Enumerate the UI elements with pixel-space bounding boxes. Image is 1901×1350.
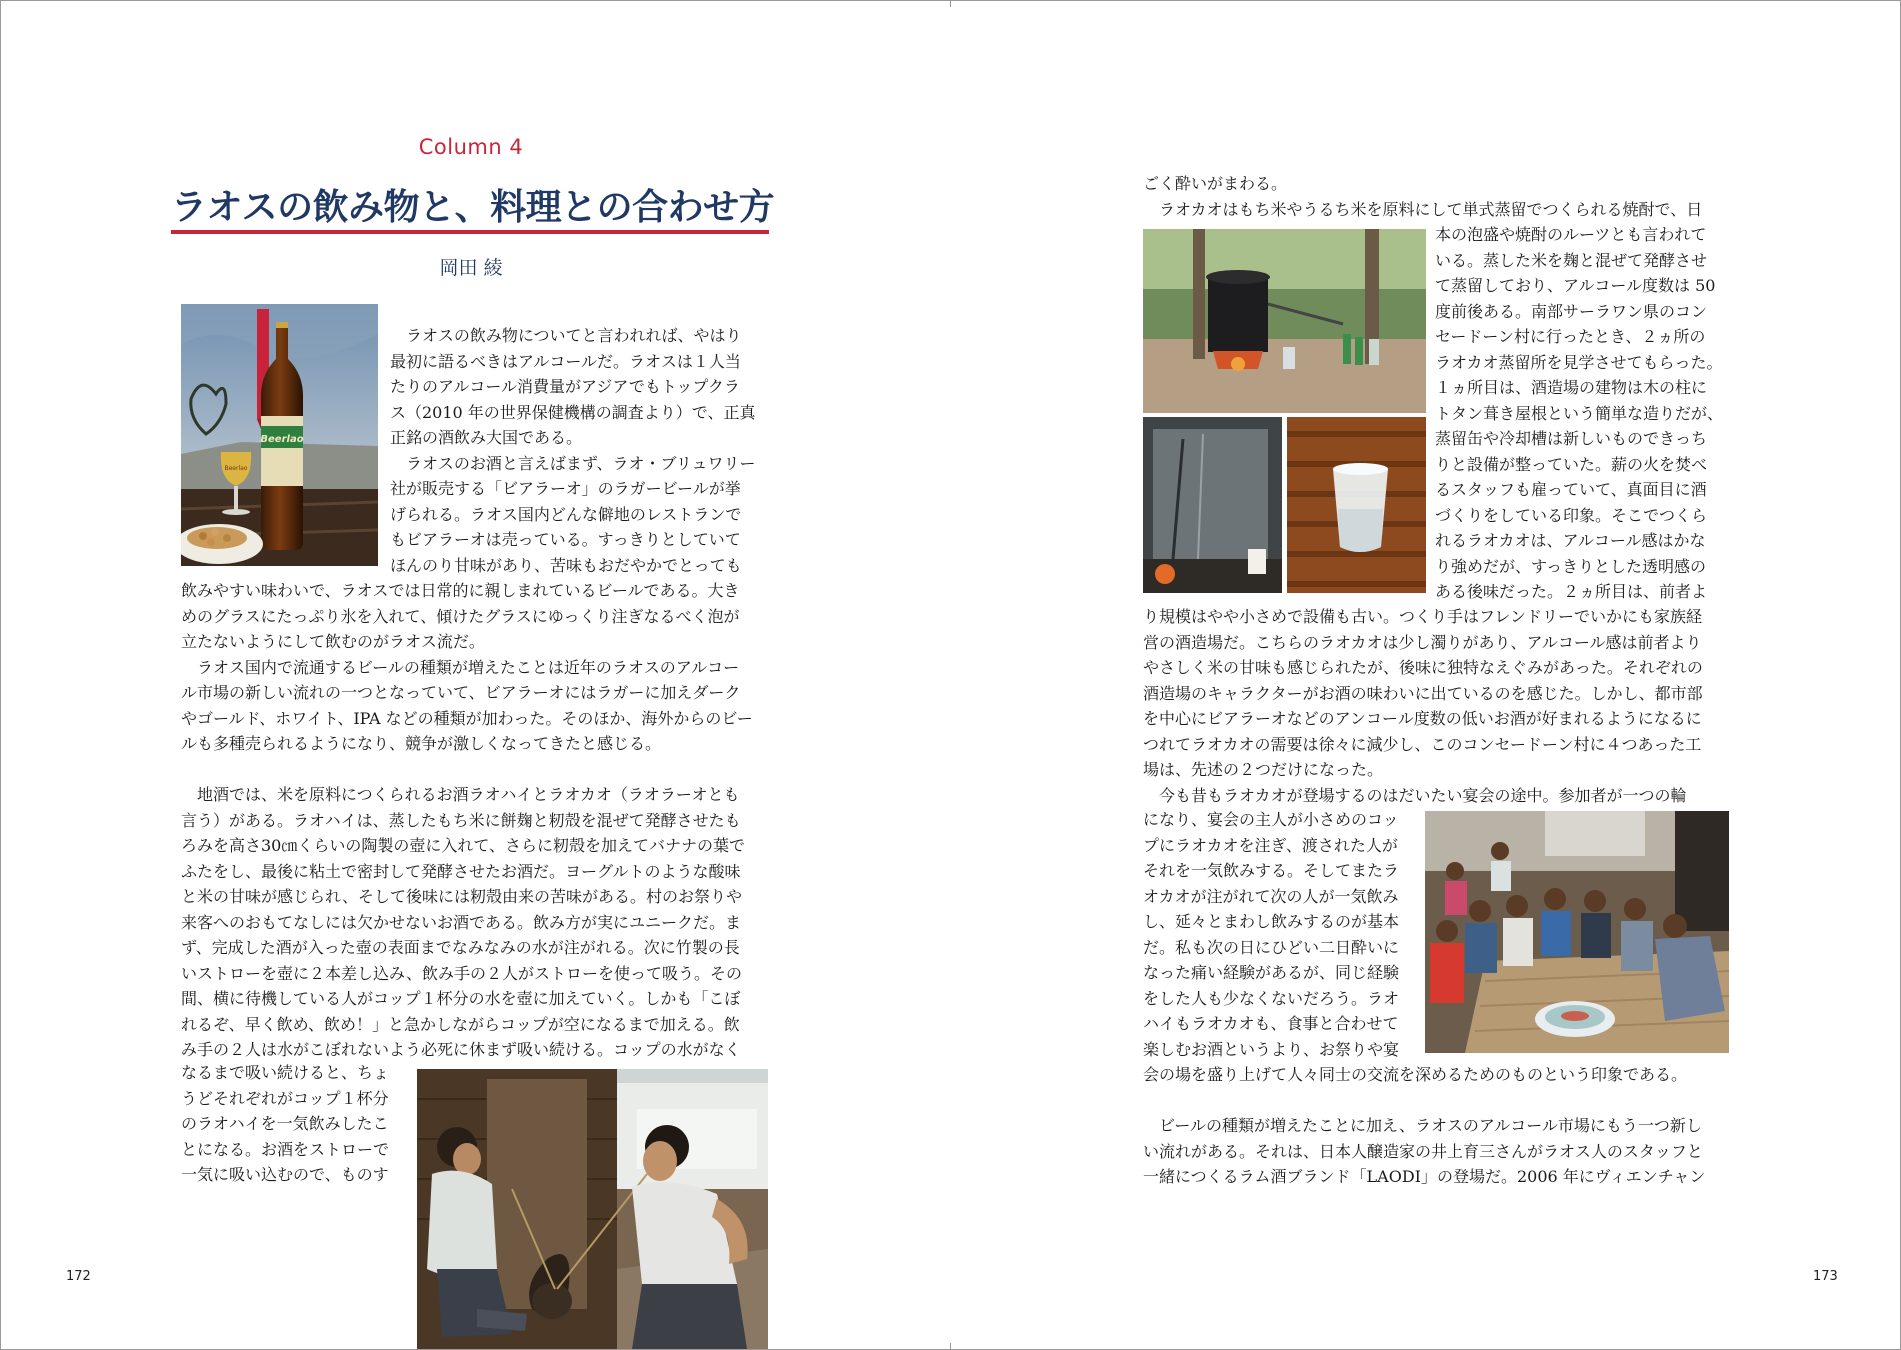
right-text-beside-photo3: 本の泡盛や焼酎のルーツとも言われて いる。蒸した米を麹と混ぜて発酵させ て蒸留しており、アルコール度数は 50 度前後ある。南部サーラワン県のコン セードーン村に行ったとき、２ヵ所の ラオカオ蒸留所を見学させてもらった。 １ヵ所目は、酒造場の建物は木の柱に トタン葺き屋根という簡単な造りだが、 蒸留缶や冷却槽は新しいものできっち りと設備が整っていた。薪の火を焚べ るスタッフも雇っていて、真面目に酒 づくりをしている印象。そこでつくら れるラオカオは、アルコール感はかな り強めだが、すっきりとした透明感の ある後味だった。２ヵ所目は、前者よ — [1435, 225, 1724, 601]
distillery-photo-collage — [1143, 229, 1426, 593]
left-text-beside-photo1: ラオスの飲み物についてと言われれば、やはり 最初に語るべきはアルコールだ。ラオスは１人当 たりのアルコール消費量がアジアでもトップクラ ス（2010 年の世界保健機構の調査より）で、正真 正銘の酒飲み大国である。 ラオスのお酒と言えばまず、ラオ・ブリュワリー 社が販売する「ビアラーオ」のラガービールが挙 げられる。ラオス国内どんな僻地のレストランで もビアラーオは売っている。すっきりとしていて ほんのり甘味があり、苦味もおだやかでとっても — [390, 326, 756, 575]
beer-photo — [181, 304, 378, 566]
beer-photo-image — [181, 304, 378, 566]
distillery-tank-photo — [1143, 417, 1282, 593]
left-page — [1, 1, 950, 1349]
right-text-beside-photo4: になり、宴会の主人が小さめのコッ プにラオカオを注ぎ、渡された人が それを一気飲みする。そしてまたラ オカオが注がれて次の人が一気飲み し、延々とまわし飲みするのが基本 だ。私も次の日にひどい二日酔いに なった痛い経験があるが、同じ経験 をした人も少なくないだろう。ラオ ハイもラオカオも、食事と合わせて 楽しむお酒というより、お祭りや宴 — [1143, 810, 1400, 1059]
laohai-photo — [417, 1069, 768, 1349]
right-text-top: ごく酔いがまわる。 ラオカオはもち米やうるち米を原料にして単式蒸留でつくられる焼酎で、日 — [1143, 174, 1703, 219]
column-label: Column 4 — [418, 135, 524, 159]
distillery-photo-image — [1143, 229, 1426, 593]
distillery-still-photo — [1143, 229, 1426, 413]
author-name: 岡田 綾 — [439, 257, 503, 279]
article-title: ラオスの飲み物と、料理との合わせ方 — [171, 187, 775, 228]
page-number-left: 172 — [66, 1269, 91, 1284]
bottle-label-text: Beerlao — [260, 434, 304, 445]
left-text-main: 飲みやすい味わいで、ラオスでは日常的に親しまれているビールである。大き めのグラスにたっぷり氷を入れて、傾けたグラスにゆっくり注ぎなるべく泡が 立たないようにして飲むのがラオス流だ。 ラオス国内で流通するビールの種類が増えたことは近年のラオスのアルコー ル市場の新しい流れの一つとなっていて、ビアラーオにはラガーに加えダーク やゴールド、ホワイト、IPA などの種類が加わった。そのほか、海外からのビー ルも多種売られるようになり、競争が激しくなってきたと感じる。 地酒では、米を原料につくられるお酒ラオハイとラオカオ（ラオラーオとも 言う）がある。ラオハイは、蒸したもち米に餅麹と籾殻を混ぜて発酵させたも ろみを高さ30㎝くらいの陶製の壺に入れて、さらに籾殻を加えてバナナの葉で ふたをし、最後に粘土で密封して発酵させたお酒だ。ヨーグルトのような酸味 と米の甘味が感じられ、そして後味には籾殻由来の苦味がある。村のお祭りや 来客へのおもてなしには欠かせないお酒である。飲み方が実にユニークだ。ま ず、完成した酒が入った壺の表面までなみなみの水が注がれる。次に竹製の長 いストローを壺に２本差し込み、飲み手の２人がストローを使って吸う。その 間、横に待機している人がコップ１杯分の水を壺に加えていく。しかも「こぼ れるぞ、早く飲め、飲め！」と急かしながらコップが空になるまで加える。飲 み手の２人は水がこぼれないよう必死に休まず吸い続ける。コップの水がなく — [181, 581, 753, 1059]
party-photo — [1425, 811, 1729, 1053]
laokao-glass-photo — [1287, 417, 1426, 593]
title-underline — [171, 230, 769, 234]
glass-label-text: Beerlao — [224, 465, 248, 472]
laohai-photo-image — [417, 1069, 768, 1349]
right-text-main-2: 会の場を盛り上げて人々同士の交流を深めるためのものという印象である。 ビールの種類が増えたことに加え、ラオスのアルコール市場にもう一つ新し い流れがある。それは、日本人醸造家の井上育三さんがラオス人のスタッフと 一緒につくるラム酒ブランド「LAODI」の登場だ。2006 年にヴィエンチャン — [1143, 1065, 1706, 1186]
page-number-right: 173 — [1813, 1269, 1838, 1284]
left-text-beside-photo2: なるまで吸い続けると、ちょ うどそれぞれがコップ１杯分 のラオハイを一気飲みしたこ とになる。お酒をストローで 一気に吸い込むので、ものす — [181, 1063, 390, 1184]
party-photo-image — [1425, 811, 1729, 1053]
right-page — [951, 1, 1900, 1349]
right-text-main-1: り規模はやや小さめで設備も古い。つくり手はフレンドリーでいかにも家族経 営の酒造場だ。こちらのラオカオは少し濁りがあり、アルコール感は前者より やさしく米の甘味も感じられたが、後味に独特なえぐみがあった。それぞれの 酒造場のキャラクターがお酒の味わいに出ているのを感じた。しかし、都市部 を中心にビアラーオなどのアンコール度数の低いお酒が好まれるようになるに つれてラオカオの需要は徐々に減少し、このコンセードーン村に４つあった工 場は、先述の２つだけになった。 今も昔もラオカオが登場するのはだいたい宴会の途中。参加者が一つの輪 — [1143, 607, 1703, 805]
